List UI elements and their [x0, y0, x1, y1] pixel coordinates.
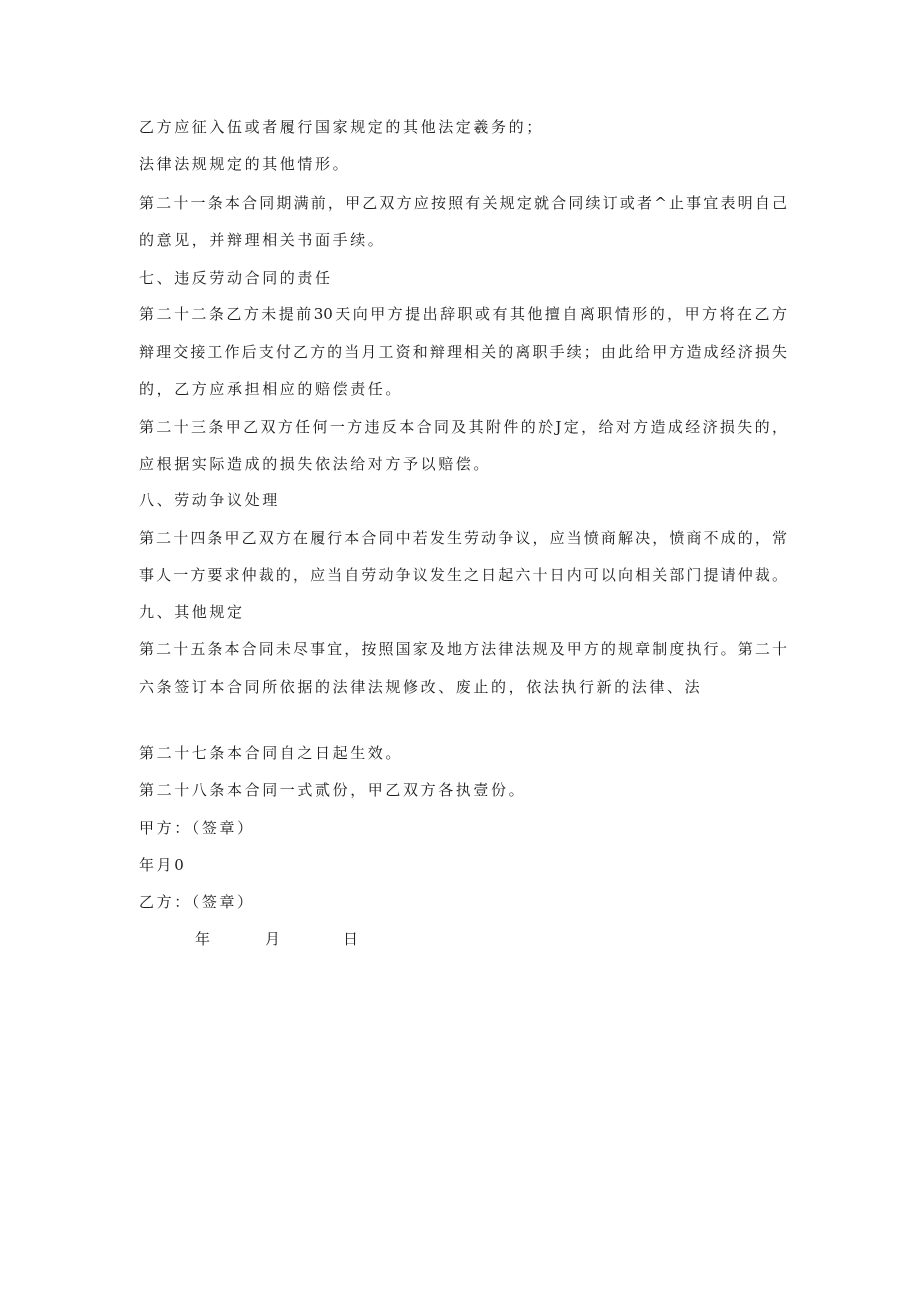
text-line: 第二十一条本合同期满前，甲乙双方应按照有关规定就合同续订或者^止事宜表明自己: [139, 194, 787, 212]
signature-party-a: 甲方：（签章）: [139, 819, 255, 837]
section-heading: 八、劳动争议处理: [139, 491, 280, 509]
date-year-label: 年: [195, 930, 211, 948]
date-month-label: 月: [265, 930, 281, 948]
date-party-b: [0, 929, 920, 949]
text-line: 第二十五条本合同未尽事宜，按照国家及地方法律法规及甲方的规章制度执行。第二十: [139, 640, 787, 658]
text-line: 的意见，并辩理相关书面手续。: [139, 231, 386, 249]
section-heading: 九、其他规定: [139, 603, 245, 621]
signature-party-b: 乙方：（签章）: [139, 893, 255, 911]
text-line: 辩理交接工作后支付乙方的当月工资和辩理相关的离职手续；由此给甲方造成经济损失: [139, 343, 787, 361]
section-heading: 七、违反劳动合同的责任: [139, 269, 333, 287]
date-party-a: 年月0: [139, 856, 187, 874]
text-line: 乙方应征入伍或者履行国家规定的其他法定羲务的；: [139, 118, 544, 136]
text-line: 第二十八条本合同一式贰份，甲乙双方各执壹份。: [139, 781, 527, 799]
text-line: 应根据实际造成的损失依法给对方予以赔偿。: [139, 455, 492, 473]
text-line: 第二十二条乙方未提前30天向甲方提出辞职或有其他擅自离职情形的，甲方将在乙方: [139, 305, 787, 323]
text-line: 六条签订本合同所依据的法律法规修改、废止的，依法执行新的法律、法: [139, 678, 703, 696]
text-line: 的，乙方应承担相应的赔偿责任。: [139, 380, 404, 398]
text-line: 第二十七条本合同自之日起生效。: [139, 744, 404, 762]
text-line: 法律法规规定的其他情形。: [139, 155, 351, 173]
text-line: 事人一方要求仲裁的，应当自劳动争议发生之日起六十日内可以向相关部门提请仲裁。: [139, 566, 787, 584]
text-line: 第二十四条甲乙双方在履行本合同中若发生劳动争议，应当愤商解决，愤商不成的，常: [139, 529, 787, 547]
text-line: 第二十三条甲乙双方任何一方违反本合同及其附件的於J定，给对方造成经济损失的，: [139, 418, 787, 436]
date-day-label: 日: [343, 930, 359, 948]
